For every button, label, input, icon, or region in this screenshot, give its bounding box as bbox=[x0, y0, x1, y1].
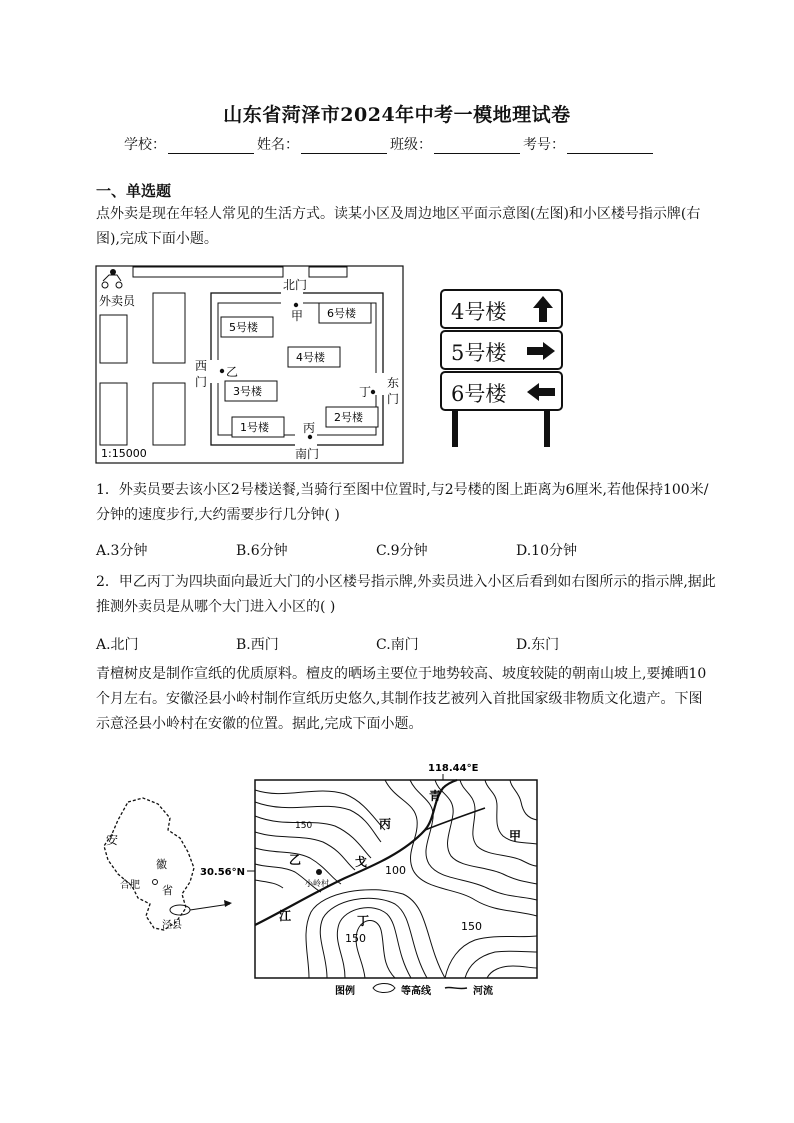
question-2-options bbox=[96, 634, 656, 654]
q1-option-c[interactable]: C.9分钟 bbox=[376, 543, 428, 559]
building-3: 3号楼 bbox=[233, 385, 262, 398]
residential-map bbox=[95, 265, 405, 465]
sign-row-1 bbox=[440, 289, 563, 329]
point-jia: 甲 bbox=[291, 309, 304, 323]
number-blank[interactable] bbox=[567, 138, 653, 154]
sign-row-3 bbox=[440, 371, 563, 411]
intro-paragraph-1: 点外卖是现在年轻人常见的生活方式。读某小区及周边地区平面示意图(左图)和小区楼号指示牌(右图),完成下面小题。 bbox=[96, 206, 701, 247]
contour-150-b: 150 bbox=[345, 932, 366, 945]
building-5: 5号楼 bbox=[229, 321, 258, 334]
sign-row-3-label: 6号楼 bbox=[451, 382, 507, 406]
deliverer-label: 外卖员 bbox=[99, 294, 136, 308]
east-gate-label-2: 门 bbox=[387, 392, 400, 406]
question-1-text: 1．外卖员要去该小区2号楼送餐,当骑行至图中位置时,与2号楼的图上距离为6厘米,若他保持100米/分钟的速度步行,大约需要步行几分钟( ) bbox=[96, 482, 709, 523]
student-info-line bbox=[124, 134, 656, 154]
q1-option-b[interactable]: B.6分钟 bbox=[236, 543, 288, 559]
class-label: 班级： bbox=[390, 137, 432, 153]
label-jiang: 江 bbox=[279, 909, 292, 923]
west-gate-label-1: 西 bbox=[195, 359, 208, 373]
arrow-right-icon bbox=[526, 341, 556, 361]
latitude-label: 30.56°N bbox=[200, 867, 245, 878]
point-ding: 丁 bbox=[359, 385, 372, 399]
contour-150-c: 150 bbox=[461, 920, 482, 933]
building-sign bbox=[440, 289, 565, 449]
q2-option-d[interactable]: D.东门 bbox=[516, 637, 560, 653]
school-label: 学校： bbox=[124, 137, 166, 153]
point-yi: 乙 bbox=[226, 365, 239, 379]
name-label: 姓名： bbox=[257, 137, 299, 153]
legend-title: 图例 bbox=[335, 986, 355, 997]
number-label: 考号： bbox=[523, 137, 565, 153]
question-2-text: 2．甲乙丙丁为四块面向最近大门的小区楼号指示牌,外卖员进入小区后看到如右图所示的指示牌,据此推测外卖员是从哪个大门进入小区的( ) bbox=[96, 574, 716, 615]
river-legend-icon bbox=[445, 987, 467, 988]
q1-option-a[interactable]: A.3分钟 bbox=[96, 543, 148, 559]
question-1-options bbox=[96, 540, 656, 560]
jingxian-label: 泾县 bbox=[162, 920, 182, 931]
village-label: 小岭村 bbox=[305, 879, 329, 888]
page-title: 山东省菏泽市2024年中考一模地理试卷 bbox=[223, 104, 571, 126]
contour-150-a: 150 bbox=[295, 821, 313, 831]
label-bing: 丙 bbox=[379, 817, 392, 831]
q2-option-a[interactable]: A.北门 bbox=[96, 637, 139, 653]
name-blank[interactable] bbox=[301, 138, 387, 154]
scale-label: 1:15000 bbox=[101, 447, 147, 460]
label-ding: 丁 bbox=[357, 914, 370, 928]
anhui-label-hui: 徽 bbox=[156, 858, 167, 871]
arrow-left-icon bbox=[526, 382, 556, 402]
building-1: 1号楼 bbox=[240, 421, 269, 434]
contour-100: 100 bbox=[385, 864, 406, 877]
west-gate-label-2: 门 bbox=[195, 375, 208, 389]
building-2: 2号楼 bbox=[334, 411, 363, 424]
north-gate-label: 北门 bbox=[283, 278, 308, 292]
class-blank[interactable] bbox=[434, 138, 520, 154]
anhui-label-an: 安 bbox=[106, 833, 119, 847]
contour-legend-icon bbox=[373, 984, 395, 993]
east-gate-label-1: 东 bbox=[387, 376, 400, 390]
label-ge: 戈 bbox=[355, 855, 368, 869]
legend-contour: 等高线 bbox=[401, 986, 431, 997]
sign-row-1-label: 4号楼 bbox=[451, 300, 507, 324]
longitude-label: 118.44°E bbox=[428, 763, 479, 774]
building-4: 4号楼 bbox=[296, 351, 325, 364]
label-qing: 青 bbox=[429, 789, 442, 803]
q2-option-b[interactable]: B.西门 bbox=[236, 637, 279, 653]
legend-river: 河流 bbox=[473, 986, 493, 997]
q2-option-c[interactable]: C.南门 bbox=[376, 637, 419, 653]
point-bing: 丙 bbox=[303, 421, 316, 435]
topographic-map bbox=[195, 760, 545, 1000]
school-blank[interactable] bbox=[168, 138, 254, 154]
q1-option-d[interactable]: D.10分钟 bbox=[516, 543, 577, 559]
sign-row-2-label: 5号楼 bbox=[451, 341, 507, 365]
south-gate-label: 南门 bbox=[295, 447, 320, 461]
arrow-up-icon bbox=[532, 295, 554, 323]
sign-row-2 bbox=[440, 330, 563, 370]
hefei-label: 合肥 bbox=[120, 880, 140, 891]
anhui-label-sheng: 省 bbox=[162, 884, 173, 897]
label-jia: 甲 bbox=[509, 829, 522, 843]
intro-paragraph-2: 青檀树皮是制作宣纸的优质原料。檀皮的晒场主要位于地势较高、坡度较陡的朝南山坡上,要摊晒10个月左右。安徽泾县小岭村制作宣纸历史悠久,其制作技艺被列入首批国家级非物质文化遗产。下图示意泾县小岭村在安徽的位置。据此,完成下面小题。 bbox=[96, 666, 707, 732]
building-6: 6号楼 bbox=[327, 307, 356, 320]
section-heading: 一、单选题 bbox=[96, 182, 172, 200]
label-yi: 乙 bbox=[289, 853, 302, 867]
